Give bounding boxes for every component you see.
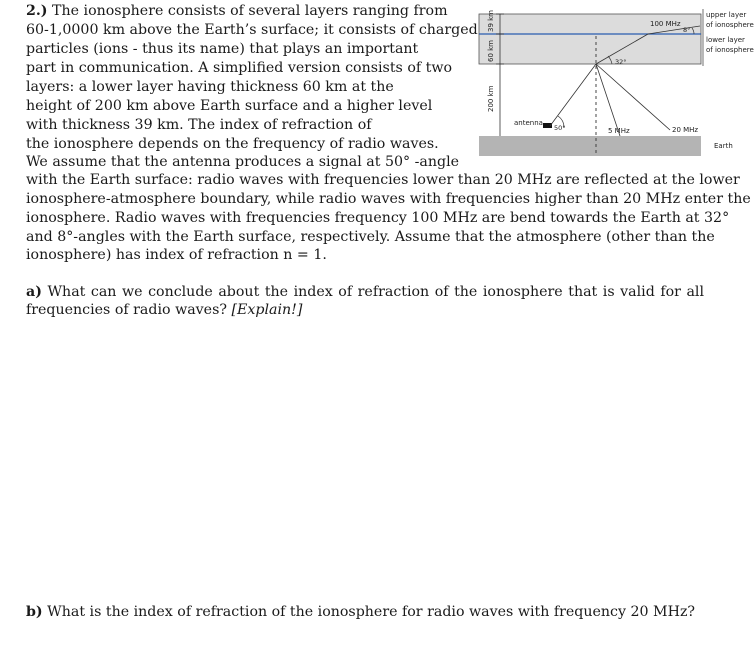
label-32deg: 32° (615, 58, 627, 66)
problem-line-1: 2.) The ionosphere consists of several layers ranging from (26, 3, 448, 19)
problem-number: 2.) (26, 3, 48, 19)
problem-line-4: part in communication. A simplified version consists of two (26, 60, 453, 76)
problem-line-12: ionosphere. Radio waves with frequencies frequency 100 MHz are bend towards the Earth at 32° (26, 210, 730, 226)
problem-line-3: particles (ions - thus its name) that plays an important (26, 41, 419, 57)
problem-line-2: 60-1,0000 km above the Earth’s surface; it consists of charged (26, 22, 478, 38)
label-100mhz: 100 MHz (650, 20, 681, 28)
label-8deg: 8° (683, 26, 691, 34)
question-a-line-1: a) What can we conclude about the index of refraction of the ionosphere that is valid for all (26, 284, 704, 300)
label-60km: 60 km (487, 39, 495, 62)
label-39km: 39 km (487, 9, 495, 32)
question-a-label: a) (26, 284, 42, 300)
problem-line-14: ionosphere) has index of refraction n = 1. (26, 247, 327, 263)
problem-line-8: the ionosphere depends on the frequency of radio waves. (26, 136, 439, 152)
label-5mhz: 5 MHz (608, 127, 630, 135)
ionosphere-diagram (478, 6, 754, 166)
problem-line-11: ionosphere-atmosphere boundary, while radio waves with frequencies higher than 20 MHz enter the (26, 191, 751, 207)
question-b-label: b) (26, 604, 43, 620)
problem-line-10: with the Earth surface: radio waves with frequencies lower than 20 MHz are reflected at the lower (26, 172, 740, 188)
label-200km: 200 km (487, 85, 495, 112)
earth-band (479, 136, 701, 156)
explain-hint: [Explain!] (231, 302, 303, 318)
label-50deg: 50° (554, 124, 566, 132)
upper-layer-label-2: of ionosphere (706, 21, 754, 29)
lower-layer-label-2: of ionosphere (706, 46, 754, 54)
question-a-line-2: frequencies of radio waves? [Explain!] (26, 302, 303, 318)
earth-label: Earth (714, 142, 733, 150)
problem-line-6: height of 200 km above Earth surface and a higher level (26, 98, 433, 114)
lower-layer-label-1: lower layer (706, 36, 745, 44)
antenna-label: antenna (514, 119, 543, 127)
problem-line-13: and 8°-angles with the Earth surface, respectively. Assume that the atmosphere (other than the (26, 229, 715, 245)
lower-layer-band (479, 34, 701, 64)
question-b-line: b) What is the index of refraction of the ionosphere for radio waves with frequency 20 MHz? (26, 604, 696, 620)
label-20mhz: 20 MHz (672, 126, 699, 134)
problem-line-9: We assume that the antenna produces a signal at 50° -angle (26, 154, 460, 170)
problem-line-7: with thickness 39 km. The index of refraction of (26, 117, 372, 133)
problem-line-5: layers: a lower layer having thickness 60 km at the (26, 79, 394, 95)
upper-layer-label-1: upper layer (706, 11, 747, 19)
ray-5mhz-up (550, 64, 596, 126)
